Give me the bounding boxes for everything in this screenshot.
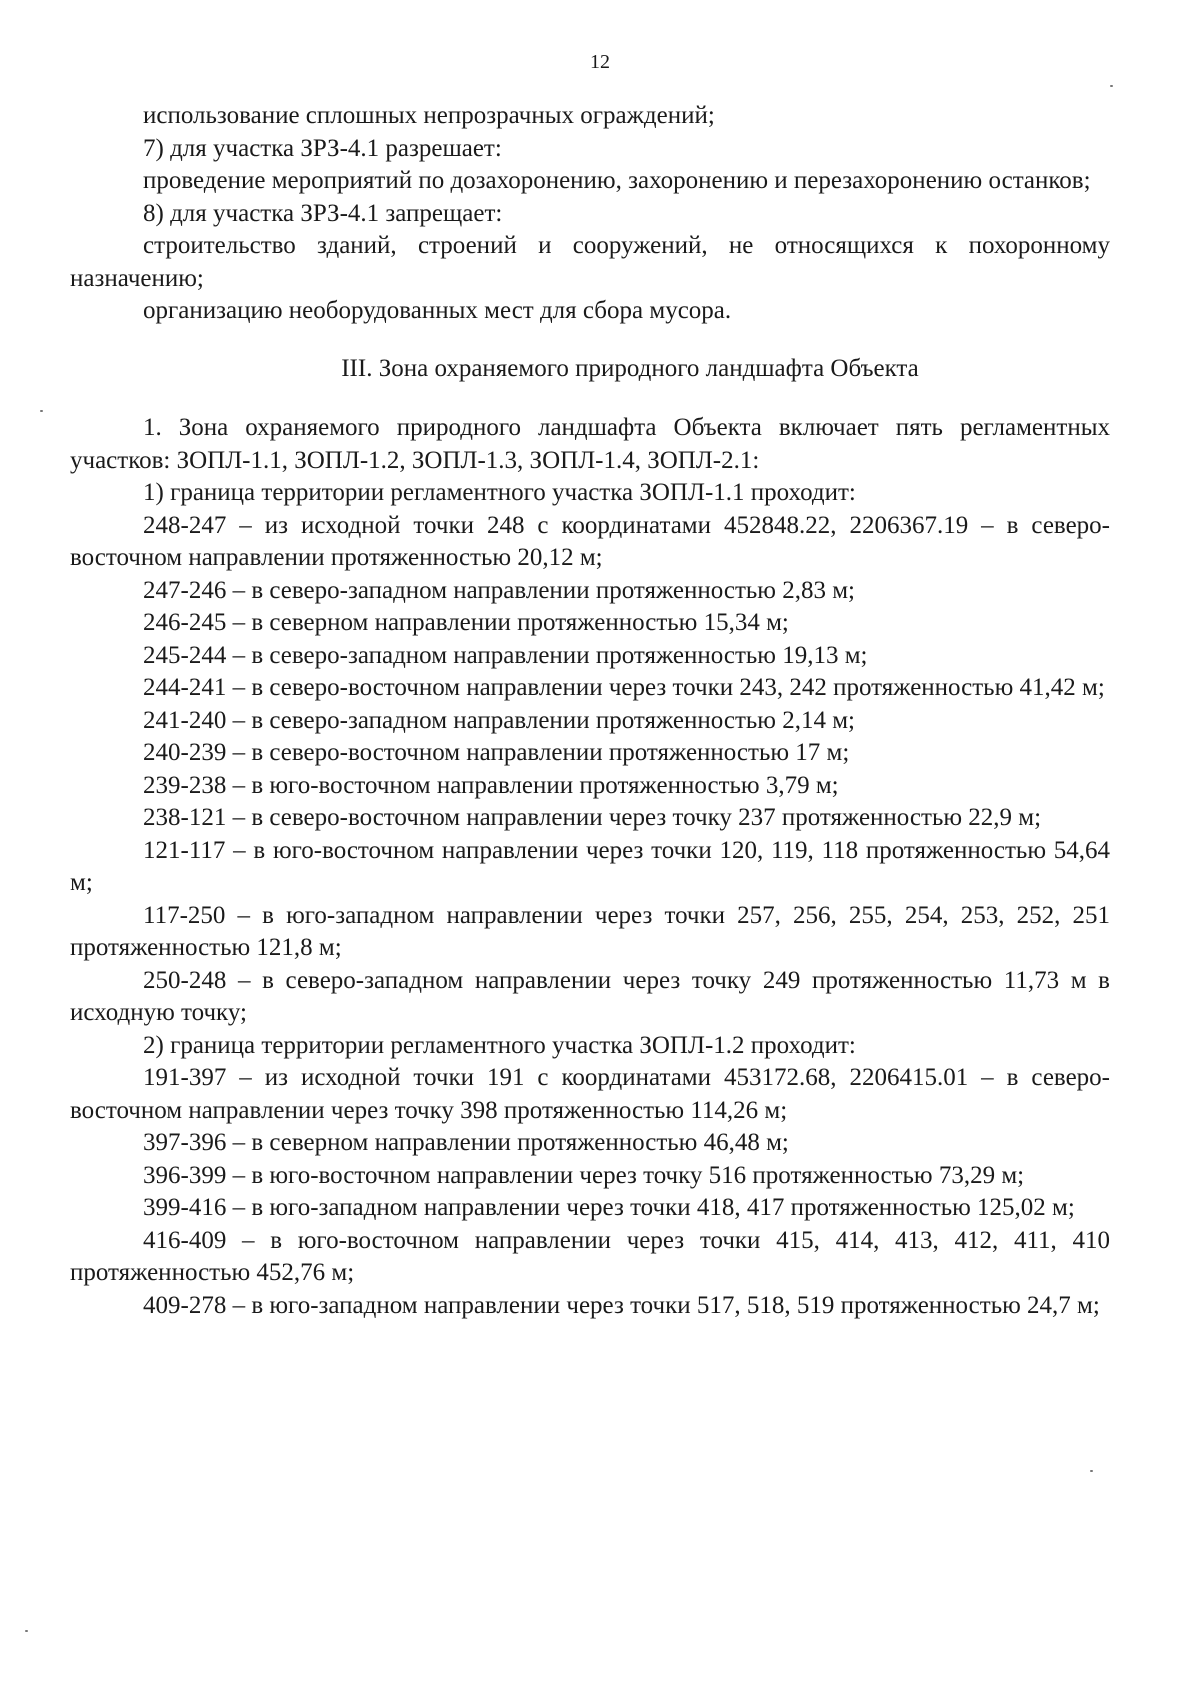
paragraph: 409-278 – в юго-западном направлении через точки 517, 518, 519 протяженностью 24,7 м; — [143, 1291, 1100, 1319]
paragraph: 248-247 – из исходной точки 248 с координатами 452848.22, 2206367.19 – в северо-восточном направлении протяженностью 20,12 м; — [70, 511, 1110, 571]
section-heading: III. Зона охраняемого природного ландшафта Объекта — [341, 354, 919, 382]
paragraph: проведение мероприятий по дозахоронению, захоронению и перезахоронению останков; — [143, 167, 1091, 194]
paragraph: 244-241 – в северо-восточном направлении через точки 243, 242 протяженностью 41,42 м; — [143, 674, 1105, 701]
paragraph: 240-239 – в северо-восточном направлении протяженностью 17 м; — [143, 739, 850, 766]
paragraph: 245-244 – в северо-западном направлении протяженностью 19,13 м; — [143, 641, 868, 669]
paragraph: 396-399 – в юго-восточном направлении через точку 516 протяженностью 73,29 м; — [143, 1161, 1025, 1189]
paragraph: 121-117 – в юго-восточном направлении через точки 120, 119, 118 протяженностью 54,64 м; — [70, 836, 1110, 896]
page-number: 12 — [590, 51, 610, 73]
paragraph: 241-240 – в северо-западном направлении протяженностью 2,14 м; — [143, 706, 855, 734]
paragraph: 8) для участка ЗРЗ-4.1 запрещает: — [143, 199, 503, 227]
paragraph: 399-416 – в юго-западном направлении через точки 418, 417 протяженностью 125,02 м; — [143, 1194, 1075, 1221]
paragraph: 250-248 – в северо-западном направлении через точку 249 протяженностью 11,73 м в исходную точку; — [70, 966, 1110, 1026]
paragraph: 191-397 – из исходной точки 191 с координатами 453172.68, 2206415.01 – в северо-восточном направлении через точку 398 протяженностью 114,26 м; — [70, 1064, 1110, 1124]
scan-speck — [40, 410, 43, 412]
paragraph: 2) граница территории регламентного участка ЗОПЛ-1.2 проходит: — [143, 1031, 856, 1059]
paragraph: 416-409 – в юго-восточном направлении через точки 415, 414, 413, 412, 411, 410 протяженностью 452,76 м; — [70, 1226, 1110, 1286]
paragraph: использование сплошных непрозрачных ограждений; — [143, 102, 715, 129]
paragraph: организацию необорудованных мест для сбора мусора. — [143, 297, 732, 324]
paragraph: 247-246 – в северо-западном направлении протяженностью 2,83 м; — [143, 576, 855, 604]
paragraph: 117-250 – в юго-западном направлении через точки 257, 256, 255, 254, 253, 252, 251 протяженностью 121,8 м; — [70, 901, 1110, 961]
paragraph: строительство зданий, строений и сооружений, не относящихся к похоронному назначению; — [70, 232, 1110, 292]
scan-speck — [1110, 85, 1113, 87]
paragraph: 246-245 – в северном направлении протяженностью 15,34 м; — [143, 609, 789, 636]
paragraph: 1) граница территории регламентного участка ЗОПЛ-1.1 проходит: — [143, 479, 856, 506]
scan-speck — [25, 1630, 28, 1632]
paragraph: 239-238 – в юго-восточном направлении протяженностью 3,79 м; — [143, 771, 839, 799]
paragraph: 397-396 – в северном направлении протяженностью 46,48 м; — [143, 1129, 789, 1156]
paragraph: 7) для участка ЗРЗ-4.1 разрешает: — [143, 134, 502, 162]
paragraph: 238-121 – в северо-восточном направлении через точку 237 протяженностью 22,9 м; — [143, 804, 1042, 831]
scan-speck — [1090, 1470, 1093, 1472]
paragraph: 1. Зона охраняемого природного ландшафта Объекта включает пять регламентных участков: ЗОПЛ-1.1, ЗОПЛ-1.2, ЗОПЛ-1.3, ЗОПЛ-1.4, ЗОПЛ-2.1: — [70, 414, 1110, 474]
document-body — [70, 100, 1110, 1322]
